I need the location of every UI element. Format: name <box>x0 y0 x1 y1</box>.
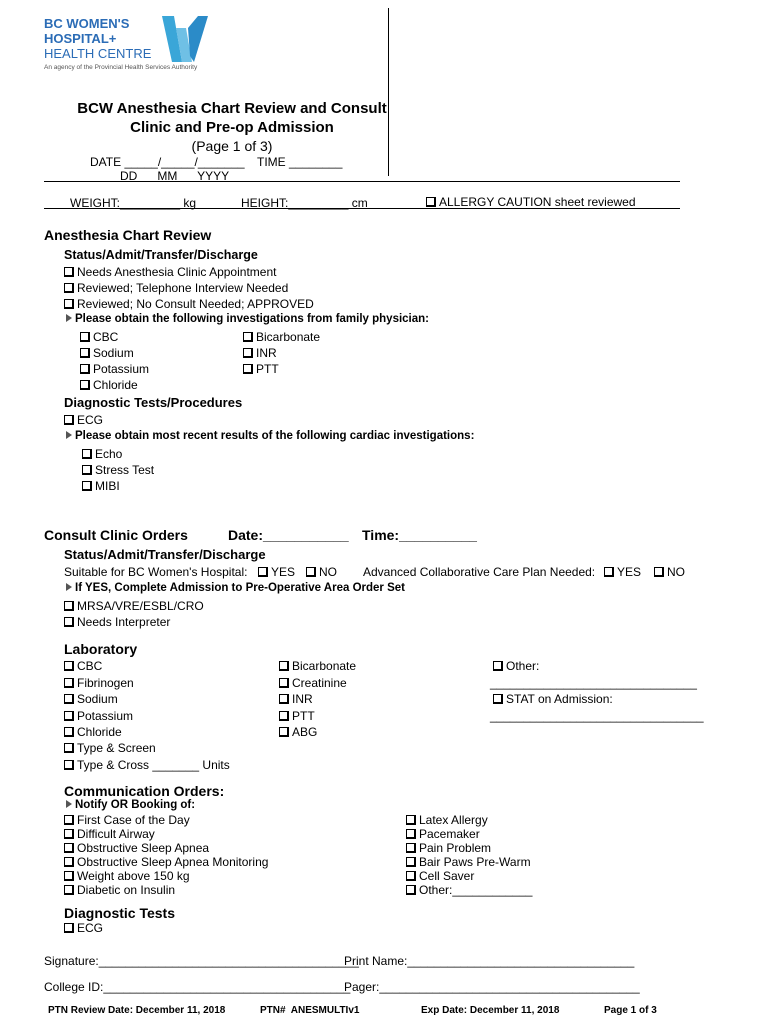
stat-admission-line[interactable]: ________________________________ <box>490 709 704 723</box>
comm-label: Pain Problem <box>419 841 492 855</box>
consult-status-heading: Status/Admit/Transfer/Discharge <box>64 547 266 562</box>
cardiac-option-mibi[interactable] <box>82 479 120 493</box>
comm-option[interactable] <box>406 813 488 827</box>
lab-label: Chloride <box>77 725 122 739</box>
mrsa-option[interactable] <box>64 599 204 613</box>
notify-text: Notify OR Booking of: <box>75 799 196 811</box>
comm-option[interactable] <box>406 827 480 841</box>
logo-line-2: HOSPITAL+ <box>44 31 117 46</box>
consult-heading: Consult Clinic Orders <box>44 527 188 543</box>
lab-checkbox[interactable] <box>64 694 74 704</box>
status-label-1: Needs Anesthesia Clinic Appointment <box>77 265 277 279</box>
advanced-care-label: Advanced Collaborative Care Plan Needed: <box>363 565 596 579</box>
inv-option-inr[interactable] <box>243 346 277 360</box>
print-name-field[interactable]: Print Name:__________________________________ <box>344 954 635 968</box>
inv-label: Potassium <box>93 362 150 376</box>
lab-label: Bicarbonate <box>292 659 357 673</box>
footer-exp-date: Exp Date: December 11, 2018 <box>421 1005 560 1016</box>
advanced-yes-label: YES <box>617 565 642 579</box>
comm-option[interactable] <box>64 813 190 827</box>
lab-checkbox[interactable] <box>279 678 289 688</box>
lab-label: ABG <box>292 725 318 739</box>
lab-checkbox[interactable] <box>64 727 74 737</box>
laboratory-heading: Laboratory <box>64 641 138 657</box>
inv-label: INR <box>256 346 277 360</box>
lab-label: Type & Screen <box>77 741 156 755</box>
lab-option[interactable] <box>64 741 156 755</box>
comm-option[interactable] <box>406 841 491 855</box>
lab-label: Type & Cross _______ Units <box>77 758 230 772</box>
family-physician-instruction <box>66 313 429 325</box>
lab-checkbox[interactable] <box>64 661 74 671</box>
lab-other-checkbox[interactable] <box>493 661 503 671</box>
lab-label: PTT <box>292 709 315 723</box>
arrow-icon <box>66 583 72 591</box>
comm-option[interactable] <box>64 855 268 869</box>
comm-checkbox[interactable] <box>64 871 74 881</box>
lab-checkbox[interactable] <box>64 743 74 753</box>
suitable-no-label: NO <box>319 565 337 579</box>
lab-label: Creatinine <box>292 676 347 690</box>
cardiac-label: Echo <box>95 447 123 461</box>
lab-checkbox[interactable] <box>279 694 289 704</box>
lab-label: Fibrinogen <box>77 676 134 690</box>
inv-option-cbc[interactable] <box>80 330 118 344</box>
weight-field[interactable]: WEIGHT:_________ kg <box>70 196 197 210</box>
inv-checkbox[interactable] <box>80 380 90 390</box>
comm-option[interactable] <box>64 841 209 855</box>
height-field[interactable]: HEIGHT:_________ cm <box>241 196 368 210</box>
inv-option-sodium[interactable] <box>80 346 134 360</box>
diagnostic-procedures-heading: Diagnostic Tests/Procedures <box>64 395 243 410</box>
lab-option[interactable] <box>279 676 347 690</box>
comm-checkbox[interactable] <box>406 829 416 839</box>
inv-checkbox[interactable] <box>243 332 253 342</box>
inv-checkbox[interactable] <box>80 332 90 342</box>
advanced-no-checkbox[interactable] <box>654 567 664 577</box>
cardiac-instruction <box>66 430 474 442</box>
lab-checkbox[interactable] <box>279 661 289 671</box>
advanced-yes-checkbox[interactable] <box>604 567 614 577</box>
cardiac-option-echo[interactable] <box>82 447 122 461</box>
time-field[interactable]: TIME ________ <box>257 155 343 169</box>
arrow-icon <box>66 314 72 322</box>
suitable-yes-option[interactable] <box>258 565 295 579</box>
allergy-caution-option[interactable] <box>426 195 636 209</box>
inv-checkbox[interactable] <box>80 348 90 358</box>
lab-label: CBC <box>77 659 103 673</box>
ecg-checkbox[interactable] <box>64 415 74 425</box>
comm-checkbox[interactable] <box>64 885 74 895</box>
cardiac-checkbox[interactable] <box>82 465 92 475</box>
inv-option-bicarbonate[interactable] <box>243 330 320 344</box>
status-label-3: Reviewed; No Consult Needed; APPROVED <box>77 297 314 311</box>
family-physician-text: Please obtain the following investigations from family physician: <box>75 313 430 325</box>
comm-option[interactable] <box>64 883 175 897</box>
lab-checkbox[interactable] <box>279 711 289 721</box>
comm-label: Diabetic on Insulin <box>77 883 176 897</box>
consult-time-field[interactable]: Time:__________ <box>362 527 477 543</box>
status-option-3[interactable] <box>64 297 314 311</box>
status-option-2[interactable] <box>64 281 288 295</box>
inv-checkbox[interactable] <box>243 348 253 358</box>
suitable-yes-checkbox[interactable] <box>258 567 268 577</box>
date-field[interactable]: DATE _____/_____/_______ <box>90 155 245 169</box>
cardiac-option-stress[interactable] <box>82 463 154 477</box>
allergy-checkbox[interactable] <box>426 197 436 207</box>
logo-line-1: BC WOMEN'S <box>44 16 130 31</box>
lab-option[interactable] <box>279 692 313 706</box>
comm-label: Difficult Airway <box>77 827 155 841</box>
inv-option-ptt[interactable] <box>243 362 279 376</box>
comm-label: Pacemaker <box>419 827 480 841</box>
status-checkbox-3[interactable] <box>64 299 74 309</box>
if-yes-text: If YES, Complete Admission to Pre-Operative Area Order Set <box>75 582 405 594</box>
status-option-1[interactable] <box>64 265 276 279</box>
footer-ptn: PTN# ANESMULTIv1 <box>260 1005 360 1016</box>
footer-review-date: PTN Review Date: December 11, 2018 <box>48 1005 226 1016</box>
comm-checkbox[interactable] <box>64 857 74 867</box>
consult-date-field[interactable]: Date:___________ <box>228 527 349 543</box>
cardiac-label: Stress Test <box>95 463 155 477</box>
status-checkbox-2[interactable] <box>64 283 74 293</box>
form-page-indicator: (Page 1 of 3) <box>191 138 273 154</box>
inv-label: Bicarbonate <box>256 330 321 344</box>
status-heading: Status/Admit/Transfer/Discharge <box>64 248 258 262</box>
advanced-yes-option[interactable] <box>604 565 641 579</box>
form-title-line-2: Clinic and Pre-op Admission <box>130 119 334 136</box>
comm-option[interactable] <box>64 869 190 883</box>
footer-page: Page 1 of 3 <box>604 1005 657 1016</box>
ecg-label: ECG <box>77 413 104 427</box>
comm-label: Weight above 150 kg <box>77 869 190 883</box>
lab-label: Sodium <box>77 692 118 706</box>
lab-other-option[interactable] <box>493 659 539 673</box>
ecg-option[interactable] <box>64 413 103 427</box>
status-label-2: Reviewed; Telephone Interview Needed <box>77 281 289 295</box>
diag-ecg-checkbox[interactable] <box>64 923 74 933</box>
comm-checkbox[interactable] <box>64 829 74 839</box>
arrow-icon <box>66 800 72 808</box>
if-yes-instruction <box>66 582 405 594</box>
comm-option[interactable] <box>406 855 531 869</box>
lab-other-line[interactable]: _______________________________ <box>490 676 697 690</box>
lab-checkbox[interactable] <box>64 760 74 770</box>
comm-checkbox[interactable] <box>406 815 416 825</box>
arrow-icon <box>66 431 72 439</box>
lab-option[interactable] <box>279 725 317 739</box>
mrsa-checkbox[interactable] <box>64 601 74 611</box>
notify-instruction <box>66 799 195 811</box>
stat-label: STAT on Admission: <box>506 692 613 706</box>
comm-option[interactable] <box>406 883 532 897</box>
comm-label: Obstructive Sleep Apnea Monitoring <box>77 855 269 869</box>
cardiac-text: Please obtain most recent results of the following cardiac investigations: <box>75 430 475 442</box>
comm-label: Cell Saver <box>419 869 475 883</box>
lab-option[interactable] <box>64 758 230 772</box>
lab-option[interactable] <box>64 725 122 739</box>
comm-label: First Case of the Day <box>77 813 190 827</box>
header-rule-bottom <box>44 208 680 209</box>
interpreter-label: Needs Interpreter <box>77 615 171 629</box>
inv-label: Sodium <box>93 346 134 360</box>
comm-label: Obstructive Sleep Apnea <box>77 841 210 855</box>
diagnostic-tests-heading: Diagnostic Tests <box>64 905 175 921</box>
lab-option[interactable] <box>64 659 102 673</box>
status-checkbox-1[interactable] <box>64 267 74 277</box>
w-logo-icon <box>162 16 210 62</box>
advanced-no-label: NO <box>667 565 685 579</box>
suitable-no-option[interactable] <box>306 565 337 579</box>
hospital-logo <box>44 16 244 76</box>
inv-option-potassium[interactable] <box>80 362 149 376</box>
inv-option-chloride[interactable] <box>80 378 138 392</box>
lab-checkbox[interactable] <box>64 711 74 721</box>
comm-checkbox[interactable] <box>406 871 416 881</box>
chart-review-heading: Anesthesia Chart Review <box>44 227 212 243</box>
interpreter-checkbox[interactable] <box>64 617 74 627</box>
interpreter-option[interactable] <box>64 615 170 629</box>
diag-ecg-label: ECG <box>77 921 104 935</box>
comm-checkbox[interactable] <box>64 815 74 825</box>
form-title-line-1: BCW Anesthesia Chart Review and Consult <box>77 100 387 117</box>
communication-heading: Communication Orders: <box>64 783 225 799</box>
lab-other-label: Other: <box>506 659 540 673</box>
diag-ecg-option[interactable] <box>64 921 103 935</box>
lab-option[interactable] <box>64 676 134 690</box>
suitable-no-checkbox[interactable] <box>306 567 316 577</box>
logo-tagline: An agency of the Provincial Health Services Authority <box>44 64 198 71</box>
advanced-no-option[interactable] <box>654 565 685 579</box>
allergy-label: ALLERGY CAUTION sheet reviewed <box>439 195 636 209</box>
suitable-yes-label: YES <box>271 565 296 579</box>
pager-field[interactable]: Pager:_______________________________________ <box>344 980 640 994</box>
lab-label: INR <box>292 692 313 706</box>
comm-checkbox[interactable] <box>64 843 74 853</box>
comm-option[interactable] <box>406 869 474 883</box>
comm-label: Other:____________ <box>419 883 533 897</box>
stat-checkbox[interactable] <box>493 694 503 704</box>
comm-checkbox[interactable] <box>406 885 416 895</box>
signature-field[interactable]: Signature:_______________________________________ <box>44 954 359 968</box>
lab-option[interactable] <box>279 659 356 673</box>
inv-label: Chloride <box>93 378 138 392</box>
suitable-label: Suitable for BC Women's Hospital: <box>64 565 248 579</box>
lab-label: Potassium <box>77 709 134 723</box>
college-id-field[interactable]: College ID:_____________________________________ <box>44 980 351 994</box>
logo-line-3: HEALTH CENTRE <box>44 46 152 61</box>
inv-checkbox[interactable] <box>243 364 253 374</box>
inv-label: PTT <box>256 362 279 376</box>
inv-checkbox[interactable] <box>80 364 90 374</box>
lab-checkbox[interactable] <box>279 727 289 737</box>
lab-checkbox[interactable] <box>64 678 74 688</box>
stat-admission-option[interactable] <box>493 692 613 706</box>
mrsa-label: MRSA/VRE/ESBL/CRO <box>77 599 204 613</box>
comm-label: Bair Paws Pre-Warm <box>419 855 531 869</box>
comm-label: Latex Allergy <box>419 813 488 827</box>
lab-option[interactable] <box>279 709 315 723</box>
comm-checkbox[interactable] <box>406 843 416 853</box>
lab-option[interactable] <box>64 709 133 723</box>
cardiac-checkbox[interactable] <box>82 449 92 459</box>
cardiac-label: MIBI <box>95 479 120 493</box>
date-parts-label: DD MM YYYY <box>120 169 230 183</box>
cardiac-checkbox[interactable] <box>82 481 92 491</box>
inv-label: CBC <box>93 330 119 344</box>
comm-checkbox[interactable] <box>406 857 416 867</box>
header-rule-top <box>44 181 680 182</box>
lab-option[interactable] <box>64 692 118 706</box>
comm-option[interactable] <box>64 827 155 841</box>
